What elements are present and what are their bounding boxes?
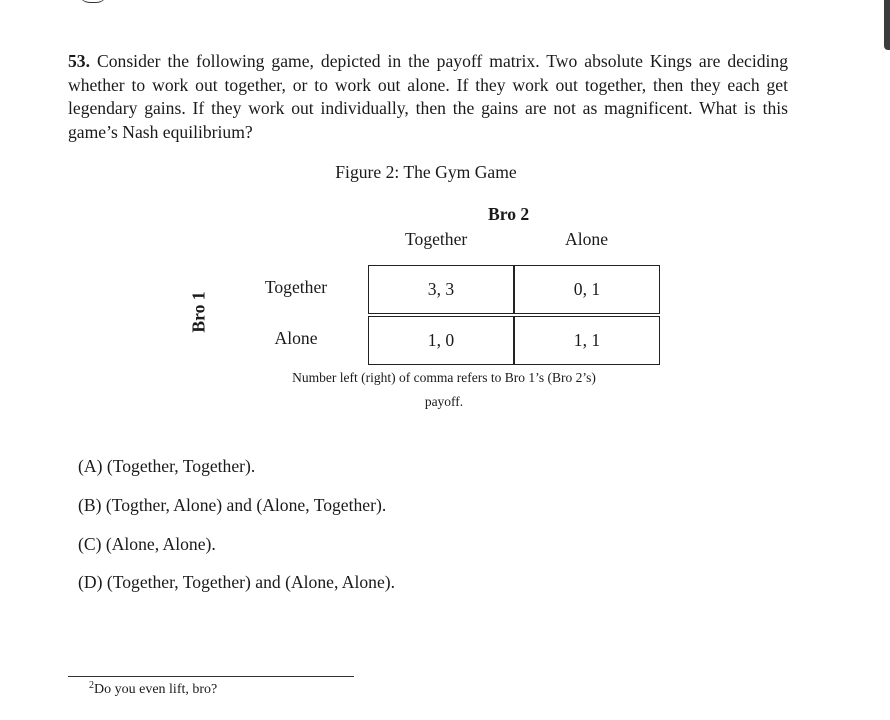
column-label-together: Together <box>405 229 468 249</box>
option-text: (Together, Together). <box>106 456 256 476</box>
scrollbar-thumb[interactable] <box>884 0 890 50</box>
option-letter: (D) <box>78 572 103 592</box>
payoff-cell: 1, 1 <box>514 316 660 365</box>
option-b <box>78 495 386 516</box>
footnote-rule <box>68 676 354 677</box>
option-text: (Togther, Alone) and (Alone, Together). <box>105 495 387 515</box>
figure-note-line1: Number left (right) of comma refers to Bro 1’s (Bro 2’s) <box>292 370 596 385</box>
column-label-alone: Alone <box>565 229 608 249</box>
figure-note <box>254 366 634 414</box>
question-text <box>68 50 788 144</box>
footnote-text: Do you even lift, bro? <box>94 682 218 697</box>
row-player-label: Bro 1 <box>188 291 209 333</box>
option-letter: (B) <box>78 495 102 515</box>
column-player-label: Bro 2 <box>488 204 530 224</box>
option-letter: (A) <box>78 456 103 476</box>
figure-title: Figure 2: The Gym Game <box>335 162 517 182</box>
figure-note-line2: payoff. <box>424 394 464 409</box>
option-text: (Together, Together) and (Alone, Alone). <box>106 572 396 592</box>
payoff-cell: 0, 1 <box>514 265 660 314</box>
option-c <box>78 534 216 555</box>
previous-item-fragment <box>78 0 108 3</box>
question-body: Consider the following game, depicted in the payoff matrix. Two absolute Kings are deciding whether to work out together, or to work out alone. If they work out together, then they each get legendary gains. If they work out individually, then the gains are not as magnificent. What is this game’s Nash equilibrium? <box>68 51 788 142</box>
footnote-mark: 2 <box>89 680 94 691</box>
footnote <box>89 680 217 698</box>
question-number: 53. <box>68 51 90 71</box>
payoff-cell: 3, 3 <box>368 265 514 314</box>
option-letter: (C) <box>78 534 102 554</box>
row-label-alone: Alone <box>274 328 318 348</box>
payoff-cell: 1, 0 <box>368 316 514 365</box>
option-text: (Alone, Alone). <box>105 534 216 554</box>
option-d <box>78 572 395 593</box>
row-label-together: Together <box>264 277 328 297</box>
option-a <box>78 456 255 477</box>
